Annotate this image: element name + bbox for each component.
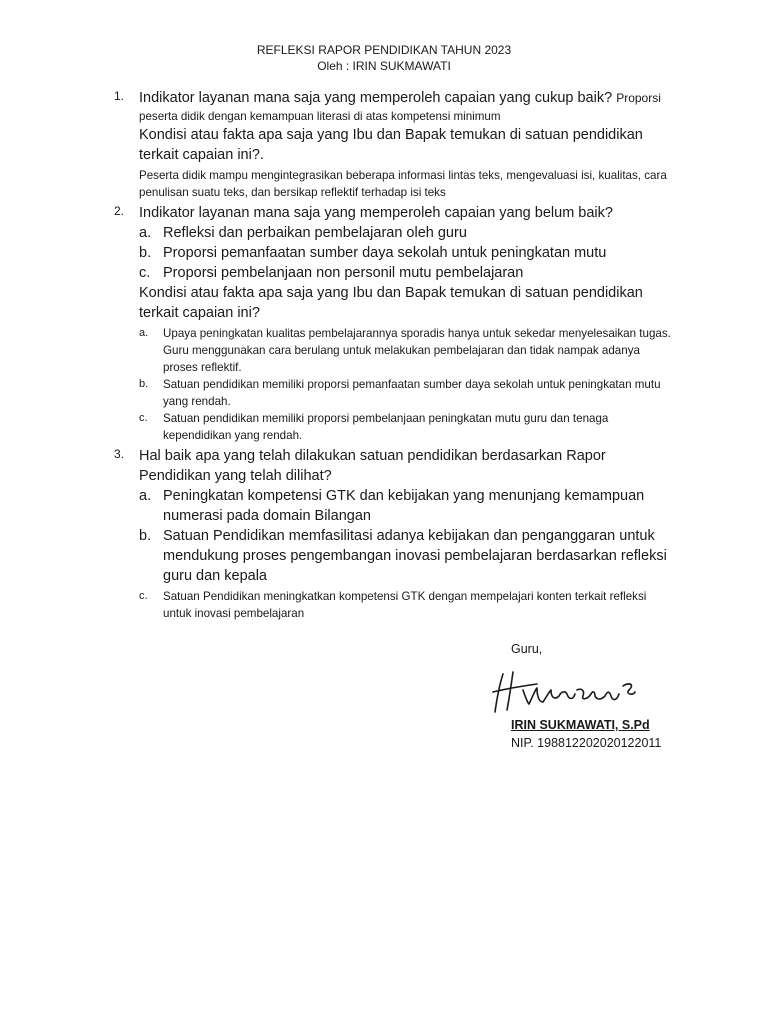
document-header (0, 42, 768, 74)
signature-block (511, 640, 711, 752)
list-item (139, 223, 674, 243)
list-marker: a. (139, 225, 152, 241)
document-title: REFLEKSI RAPOR PENDIDIKAN TAHUN 2023 (256, 43, 512, 57)
question-3 (114, 446, 674, 622)
signature-role: Guru, (511, 642, 543, 656)
answer-text-continued: peserta didik dengan kemampuan literasi di atas kompetensi minimum (139, 110, 501, 123)
list-item (139, 588, 674, 622)
list-item-text: Proporsi pemanfaatan sumber daya sekolah untuk peningkatan mutu (163, 245, 607, 261)
list-item (139, 243, 674, 263)
finding-item (139, 325, 674, 376)
followup-question: Kondisi atau fakta apa saja yang Ibu dan Bapak temukan di satuan pendidikan terkait capaian ini?. (139, 127, 643, 163)
answer-text: Proporsi (616, 91, 661, 105)
question-text: Indikator layanan mana saja yang memperoleh capaian yang cukup baik? (139, 90, 613, 106)
finding-item (139, 410, 674, 444)
finding-item (139, 376, 674, 410)
list-item-text: Satuan Pendidikan memfasilitasi adanya kebijakan dan penganggaran untuk mendukung proses pengembangan inovasi pembelajaran berdasarkan refleksi guru dan kepala (163, 528, 667, 584)
question-number: 1. (114, 89, 125, 103)
list-marker: b. (139, 528, 152, 544)
finding-text: Satuan pendidikan memiliki proporsi pemanfaatan sumber daya sekolah untuk peningkatan mutu yang rendah. (163, 378, 661, 408)
question-1 (114, 88, 674, 201)
list-item-text: Satuan Pendidikan meningkatkan kompetensi GTK dengan mempelajari konten terkait refleksi untuk inovasi pembelajaran (163, 590, 647, 620)
list-marker: a. (139, 488, 152, 504)
question-text: Indikator layanan mana saja yang memperoleh capaian yang belum baik? (139, 205, 613, 221)
list-item (139, 526, 674, 586)
list-item-text: Peningkatan kompetensi GTK dan kebijakan yang menunjang kemampuan numerasi pada domain Bilangan (163, 488, 645, 524)
finding-text: Satuan pendidikan memiliki proporsi pembelanjaan peningkatan mutu guru dan tenaga kependidikan yang rendah. (163, 412, 609, 442)
finding-text: Upaya peningkatan kualitas pembelajarannya sporadis hanya untuk sekedar menyelesaikan tugas. Guru menggunakan cara berulang untuk melakukan pembelajaran dan tidak nampak adanya proses reflektif. (163, 327, 671, 374)
list-marker: b. (139, 245, 152, 261)
list-item-text: Refleksi dan perbaikan pembelajaran oleh guru (163, 225, 467, 241)
list-marker: c. (139, 590, 148, 602)
findings-text: Peserta didik mampu mengintegrasikan beberapa informasi lintas teks, mengevaluasi isi, kualitas, cara penulisan suatu teks, dan bersikap reflektif terhadap isi teks (139, 169, 667, 199)
list-marker: c. (139, 265, 151, 281)
list-marker: b. (139, 378, 149, 390)
question-number: 2. (114, 204, 125, 218)
list-marker: c. (139, 412, 148, 424)
handwritten-signature (489, 666, 639, 716)
signer-nip: NIP. 198812202020122011 (511, 736, 662, 750)
followup-question: Kondisi atau fakta apa saja yang Ibu dan Bapak temukan di satuan pendidikan terkait capaian ini? (139, 285, 643, 321)
list-item-text: Proporsi pembelanjaan non personil mutu pembelajaran (163, 265, 524, 281)
signer-name: IRIN SUKMAWATI, S.Pd (511, 718, 650, 732)
question-2 (114, 203, 674, 444)
list-item (139, 263, 674, 283)
document-author: Oleh : IRIN SUKMAWATI (317, 59, 451, 73)
document-body (114, 88, 674, 622)
question-number: 3. (114, 447, 125, 461)
question-text: Hal baik apa yang telah dilakukan satuan pendidikan berdasarkan Rapor Pendidikan yang telah dilihat? (139, 448, 606, 484)
list-marker: a. (139, 327, 149, 339)
list-item (139, 486, 674, 526)
